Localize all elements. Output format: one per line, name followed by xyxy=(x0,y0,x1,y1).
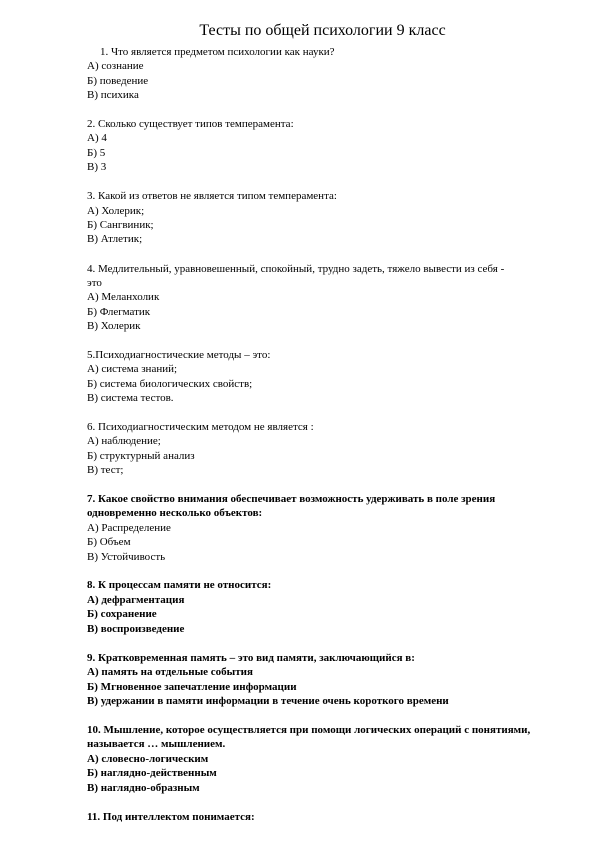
question-5-text: 5.Психодиагностические методы – это: xyxy=(87,349,271,361)
question-3-option-c: В) Атлетик; xyxy=(87,233,143,245)
question-4-option-a: А) Меланхолик xyxy=(87,291,160,303)
question-1-option-b: Б) поведение xyxy=(87,75,149,87)
question-5-option-a: А) система знаний; xyxy=(87,363,178,375)
question-7-text-line2: одновременно несколько объектов: xyxy=(87,507,263,519)
question-1-text: 1. Что является предметом психологии как науки? xyxy=(100,46,335,58)
question-3-option-a: А) Холерик; xyxy=(87,205,145,217)
question-6-text: 6. Психодиагностическим методом не является : xyxy=(87,421,314,433)
question-10-option-b: Б) наглядно-действенным xyxy=(87,767,217,779)
question-2-option-c: В) 3 xyxy=(87,161,107,173)
question-10-option-a: А) словесно-логическим xyxy=(87,753,209,765)
question-5-option-c: В) система тестов. xyxy=(87,392,174,404)
question-9-text: 9. Кратковременная память – это вид памяти, заключающийся в: xyxy=(87,652,415,664)
question-2-text: 2. Сколько существует типов темперамента: xyxy=(87,118,294,130)
question-7-option-a: А) Распределение xyxy=(87,522,171,534)
question-8-option-a: А) дефрагментация xyxy=(87,594,185,606)
question-9-option-a: А) память на отдельные события xyxy=(87,666,253,678)
question-2-option-b: Б) 5 xyxy=(87,147,106,159)
question-8-option-c: В) воспроизведение xyxy=(87,623,185,635)
question-8-option-b: Б) сохранение xyxy=(87,608,157,620)
page-title: Тесты по общей психологии 9 класс xyxy=(199,22,446,39)
question-4-option-c: В) Холерик xyxy=(87,320,141,332)
question-8-text: 8. К процессам памяти не относится: xyxy=(87,579,272,591)
question-1-option-a: А) сознание xyxy=(87,60,144,72)
question-6-option-b: Б) структурный анализ xyxy=(87,450,195,462)
question-10-option-c: В) наглядно-образным xyxy=(87,782,200,794)
question-4-option-b: Б) Флегматик xyxy=(87,306,151,318)
question-3-text: 3. Какой из ответов не является типом темперамента: xyxy=(87,190,337,202)
question-7-option-b: Б) Объем xyxy=(87,536,131,548)
question-1-option-c: В) психика xyxy=(87,89,139,101)
question-9-option-c: В) удержании в памяти информации в течение очень короткого времени xyxy=(87,695,449,707)
question-6-option-c: В) тест; xyxy=(87,464,124,476)
question-6-option-a: А) наблюдение; xyxy=(87,435,161,447)
question-5-option-b: Б) система биологических свойств; xyxy=(87,378,253,390)
question-2-option-a: А) 4 xyxy=(87,132,107,144)
question-10-text-line1: 10. Мышление, которое осуществляется при помощи логических операций с понятиями, xyxy=(87,724,531,736)
question-4-text-line1: 4. Медлительный, уравновешенный, спокойный, трудно задеть, тяжело вывести из себя - xyxy=(87,263,505,275)
question-7-option-c: В) Устойчивость xyxy=(87,551,166,563)
question-7-text-line1: 7. Какое свойство внимания обеспечивает возможность удерживать в поле зрения xyxy=(87,493,496,505)
question-10-text-line2: называется … мышлением. xyxy=(87,738,226,750)
question-4-text-line2: это xyxy=(87,277,102,289)
question-11-text: 11. Под интеллектом понимается: xyxy=(87,811,255,823)
question-3-option-b: Б) Сангвиник; xyxy=(87,219,154,231)
question-9-option-b: Б) Мгновенное запечатление информации xyxy=(87,681,297,693)
